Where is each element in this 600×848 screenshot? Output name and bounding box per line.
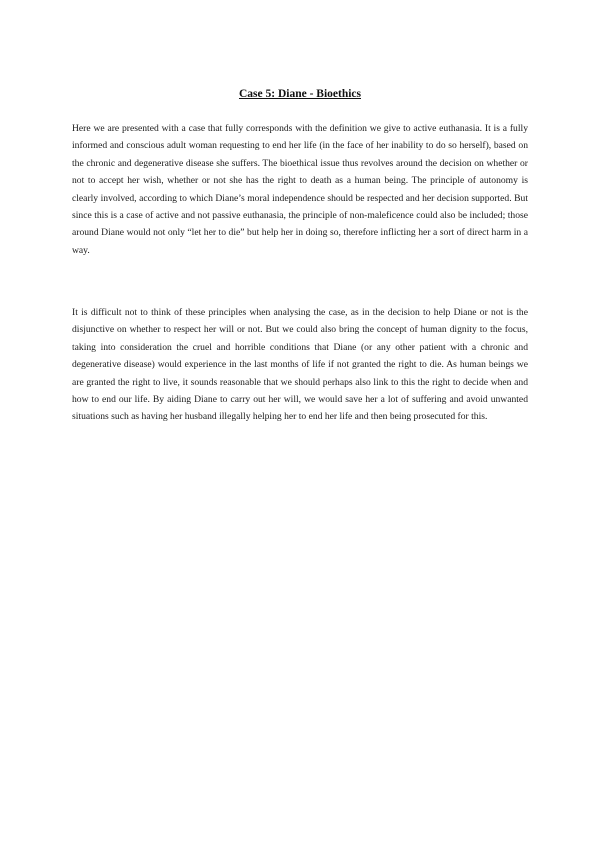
document-title: Case 5: Diane - Bioethics xyxy=(238,88,361,100)
paragraph-1: Here we are presented with a case that fully corresponds with the definition we give to active euthanasia. It is a fully informed and conscious adult woman requesting to end her life (in the face of her inability to do so herself), based on the chronic and degenerative disease she suffers. The bioethical issue thus revolves around the decision on whether or not to accept her wish, whether or not she has the right to death as a human being. The principle of autonomy is clearly involved, according to which Diane’s moral independence should be respected and her decision supported. But since this is a case of active and not passive euthanasia, the principle of non-maleficence could also be included; those around Diane would not only “let her to die” but help her in doing so, therefore inflicting her a sort of direct harm in a way. xyxy=(72,123,528,256)
paragraph-2: It is difficult not to think of these principles when analysing the case, as in the decision to help Diane or not is the disjunctive on whether to respect her will or not. But we could also bring the concept of human dignity to the focus, taking into consideration the cruel and horrible conditions that Diane (or any other patient with a chronic and degenerative disease) would experience in the last months of life if not granted the right to die. As human beings we are granted the right to live, it sounds reasonable that we should perhaps also link to this the right to decide when and how to end our life. By aiding Diane to carry out her will, we would save her a lot of suffering and avoid unwanted situations such as having her husband illegally helping her to end her life and then being prosecuted for this. xyxy=(72,307,528,423)
